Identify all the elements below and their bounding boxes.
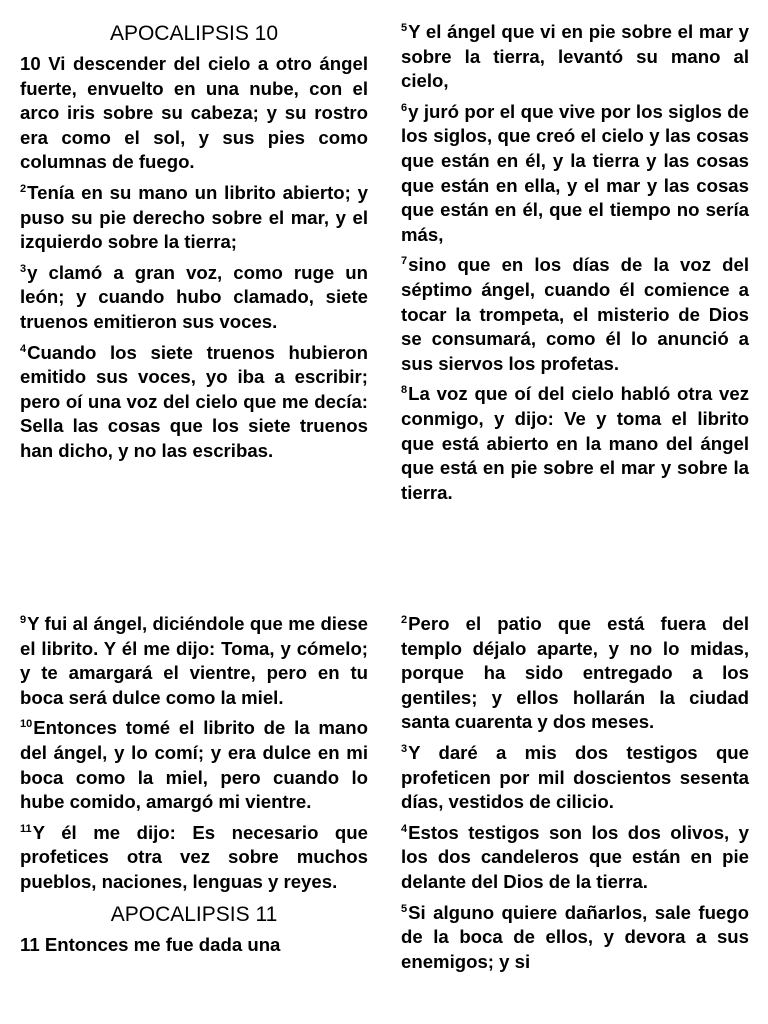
verse-number: 10 — [20, 718, 33, 731]
column-top-right — [401, 20, 749, 511]
verse-text: Entonces me fue dada una — [44, 933, 281, 955]
verse-list — [20, 612, 368, 895]
verse-text: Tenía en su mano un librito abierto; y puso su pie derecho sobre el mar, y el izquierdo sobre la tierra; — [20, 181, 368, 253]
verse-text: Entonces tomé el librito de la mano del ángel, y lo comí; y era dulce en mi boca como la miel, pero cuando lo hube comido, amargó mi vientre. — [20, 717, 368, 813]
verse-text: Y el ángel que vi en pie sobre el mar y sobre la tierra, levantó su mano al cielo, — [401, 21, 749, 92]
column-top-left — [20, 20, 368, 470]
verse-paragraph — [401, 253, 749, 376]
verse-text: Y daré a mis dos testigos que profeticen por mil doscientos sesenta días, vestidos de cilicio. — [401, 741, 749, 813]
verse-paragraph — [20, 181, 368, 255]
verse-paragraph — [401, 20, 749, 94]
verse-number: 4 — [401, 822, 408, 835]
chapter-heading: APOCALIPSIS 11 — [110, 902, 278, 926]
verse-text: Vi descender del cielo a otro ángel fuerte, envuelto en una nube, con el arco iris sobre su cabeza; y su rostro era como el sol, y sus pies como columnas de fuego. — [20, 53, 368, 173]
verse-number: 11 — [20, 822, 32, 835]
verse-number: 2 — [401, 614, 408, 626]
verse-paragraph — [20, 933, 368, 958]
verse-text: Cuando los siete truenos hubieron emitido sus voces, yo iba a escribir; pero oí una voz del cielo que me decía: Sella las cosas que los siete truenos han dicho, y no las escribas. — [20, 341, 368, 461]
verse-text: Estos testigos son los dos olivos, y los dos candeleros que están en pie delante del Dios de la tierra. — [401, 821, 749, 892]
verse-paragraph — [401, 100, 749, 248]
verse-text: Pero el patio que está fuera del templo déjalo aparte, y no lo midas, porque ha sido entregado a los gentiles; y ellos hollarán la ciudad santa cuarenta y dos meses. — [401, 613, 749, 733]
verse-text: Y él me dijo: Es necesario que profetices otra vez sobre muchos pueblos, naciones, lenguas y reyes. — [20, 821, 368, 892]
verse-list — [401, 612, 749, 974]
verse-text: Y fui al ángel, diciéndole que me diese el librito. Y él me dijo: Toma, y cómelo; y te amargará el vientre, pero en tu boca será dulce como la miel. — [20, 613, 368, 708]
verse-text: y juró por el que vive por los siglos de los siglos, que creó el cielo y las cosas que están en él, y la tierra y las cosas que están en ella, y el mar y las cosas que están en él, que el tiempo no sería más, — [401, 100, 749, 245]
chapter-heading: APOCALIPSIS 10 — [109, 22, 279, 45]
column-bottom-right — [401, 612, 749, 980]
verse-number: 8 — [401, 384, 408, 397]
verse-text: La voz que oí del cielo habló otra vez conmigo, y dijo: Ve y toma el librito que está abierto en la mano del ángel que está en pie sobre el mar y sobre la tierra. — [401, 383, 749, 503]
verse-number: 2 — [20, 182, 27, 195]
verse-paragraph — [20, 52, 368, 175]
verse-list — [20, 52, 368, 464]
verse-list — [401, 20, 749, 505]
verse-paragraph — [20, 261, 368, 335]
verse-paragraph — [20, 821, 368, 895]
verse-text: Si alguno quiere dañarlos, sale fuego de la boca de ellos, y devora a sus enemigos; y si — [401, 901, 749, 972]
verse-text: sino que en los días de la voz del séptimo ángel, cuando él comience a tocar la trompeta, el misterio de Dios se consumará, como él lo anunció a sus siervos los profetas. — [401, 254, 749, 374]
verse-paragraph — [401, 741, 749, 815]
verse-number: 5 — [401, 22, 408, 34]
verse-paragraph — [401, 821, 749, 895]
verse-number: 6 — [401, 101, 408, 114]
verse-paragraph — [20, 341, 368, 464]
column-bottom-left — [20, 612, 368, 963]
verse-number: 5 — [401, 902, 408, 915]
verse-number: 9 — [20, 614, 27, 626]
verse-number: 3 — [20, 262, 27, 275]
verse-paragraph — [20, 716, 368, 814]
verse-number: 11 — [20, 933, 40, 955]
verse-paragraph — [401, 612, 749, 735]
verse-number: 7 — [401, 255, 408, 268]
verse-number: 3 — [401, 742, 408, 755]
verse-number: 10 — [20, 53, 41, 74]
verse-paragraph — [401, 901, 749, 975]
verse-paragraph — [401, 382, 749, 505]
verse-number: 4 — [20, 342, 27, 355]
verse-list — [20, 933, 368, 958]
verse-text: y clamó a gran voz, como ruge un león; y cuando hubo clamado, siete truenos emitieron sus voces. — [20, 261, 368, 332]
verse-paragraph — [20, 612, 368, 710]
